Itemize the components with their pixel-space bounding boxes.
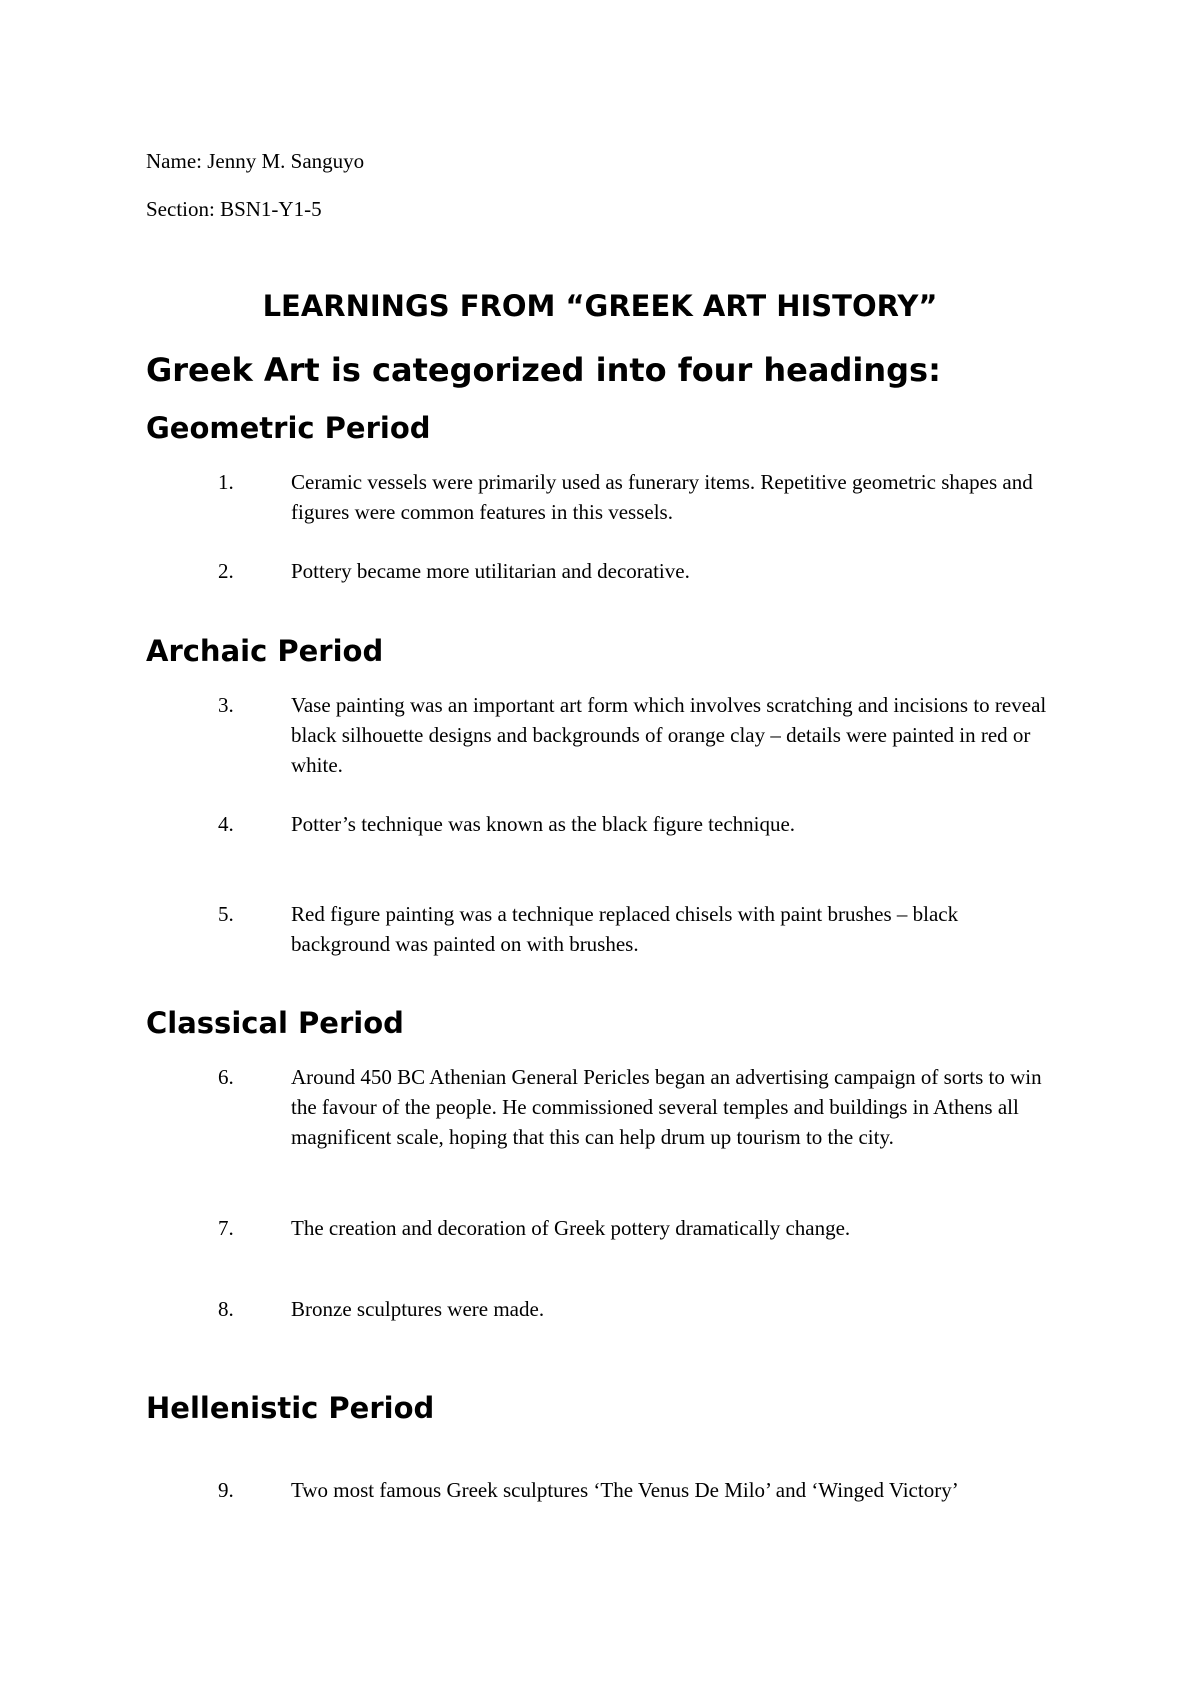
list-item-number: 1. [218, 470, 234, 494]
section-heading-archaic: Archaic Period [146, 634, 384, 668]
list-item-number: 8. [218, 1297, 234, 1321]
student-section: Section: BSN1-Y1-5 [146, 197, 322, 221]
section-heading-classical: Classical Period [146, 1006, 404, 1040]
list-item-number: 3. [218, 693, 234, 717]
list-item-text: Potter’s technique was known as the black figure technique. [291, 812, 796, 836]
list-item-text: Ceramic vessels were primarily used as funerary items. Repetitive geometric shapes and figures were common features in this vessels. [291, 470, 1033, 524]
document-title: LEARNINGS FROM “GREEK ART HISTORY” [262, 289, 938, 323]
list-item-number: 2. [218, 559, 234, 583]
list-item-text: Pottery became more utilitarian and decorative. [291, 559, 690, 583]
list-item-number: 4. [218, 812, 234, 836]
list-item-number: 6. [218, 1065, 234, 1089]
list-item-number: 7. [218, 1216, 234, 1240]
list-item-text: The creation and decoration of Greek pottery dramatically change. [291, 1216, 851, 1240]
list-item-text: Around 450 BC Athenian General Pericles began an advertising campaign of sorts to win the favour of the people. He commissioned several temples and buildings in Athens all magnificent scale, hoping that this can help drum up tourism to the city. [291, 1065, 1042, 1149]
list-item-text: Vase painting was an important art form which involves scratching and incisions to reveal black silhouette designs and backgrounds of orange clay – details were painted in red or white. [291, 693, 1047, 777]
section-heading-geometric: Geometric Period [146, 411, 431, 445]
list-item-number: 9. [218, 1478, 234, 1502]
list-item-text: Red figure painting was a technique replaced chisels with paint brushes – black background was painted on with brushes. [291, 902, 959, 956]
list-item-number: 5. [218, 902, 234, 926]
list-item-text: Two most famous Greek sculptures ‘The Venus De Milo’ and ‘Winged Victory’ [291, 1478, 959, 1502]
list-item-text: Bronze sculptures were made. [291, 1297, 545, 1321]
student-name: Name: Jenny M. Sanguyo [146, 149, 365, 173]
document-subtitle: Greek Art is categorized into four headings: [146, 351, 941, 389]
section-heading-hellenistic: Hellenistic Period [146, 1391, 435, 1425]
